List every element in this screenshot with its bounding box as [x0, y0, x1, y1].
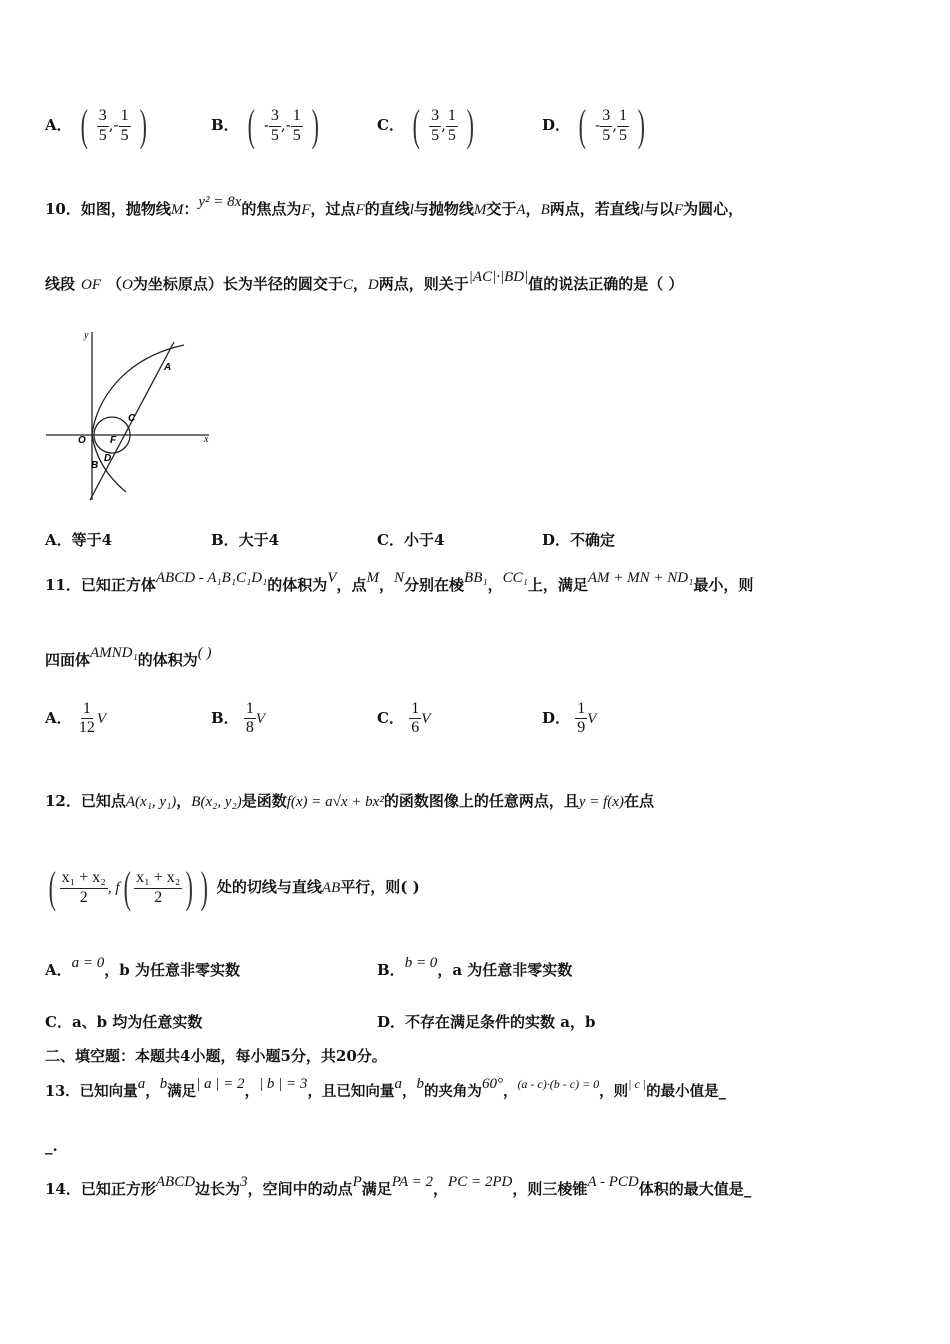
q11-option-d: D． $\frac{1}{9}$ V [542, 700, 597, 737]
fraction: $\frac{1}{9}$ [577, 700, 586, 737]
fraction: $\frac{1}{6}$ [411, 700, 420, 737]
q13-line1: 13．已知向量a，b满足| a | = 2，| b | = 3，且已知向量a，b的夹角为60°，$^{(a - c)\cdot(b - c) = 0}$，则$^{| c |}$的最小值是_ [45, 1076, 726, 1100]
option-letter: C． [377, 116, 404, 134]
q10-option-c: C．小于4 [377, 531, 445, 549]
f-label: F [110, 435, 117, 446]
fraction: $\frac{1}{5}$ [619, 107, 627, 144]
q10-line2: 线段 OF （O为坐标原点）长为半径的圆交于C，D两点，则关于|AC|·|BD|值的说法正确的是（ ） [45, 269, 684, 293]
parabola-upper [92, 345, 184, 435]
q11-option-c: C． $\frac{1}{6}$ V [377, 700, 431, 737]
x-label: x [204, 434, 209, 445]
fraction: $\frac{1}{5}$ [447, 107, 456, 144]
fraction: $\frac{\text{x₁ + x₂}}{2}$ [61, 869, 106, 906]
section-heading: 二、填空题：本题共4小题，每小题5分，共20分。 [45, 1047, 387, 1065]
fraction: $\frac{1}{5}$ [292, 107, 301, 144]
option-letter: D． [542, 116, 571, 134]
q10-line1: 10．如图，抛物线M：y² = 8x的焦点为F，过点F的直线l与抛物线M交于A，B两点，若直线l与以F为圆心， [45, 194, 744, 218]
q11-line2: 四面体AMND₁的体积为( ) [45, 645, 212, 669]
fraction: $\frac{1}{8}$ [245, 700, 254, 737]
q12-option-d: D．不存在满足条件的实数 a，b [377, 1013, 596, 1031]
a-label: A [164, 362, 172, 373]
parabola-figure [44, 320, 219, 505]
q12-option-a: A．a = 0，b 为任意非零实数 [45, 955, 240, 979]
q12-option-c: C．a、b 均为任意实数 [45, 1013, 203, 1031]
q14-line1: 14．已知正方形ABCD边长为3，空间中的动点P满足PA = 2，PC = 2PD，则三棱锥A - PCD体积的最大值是_ [45, 1174, 752, 1198]
q9-option-b: B． ( - $\frac{3}{5}$ ,- $\frac{1}{5}$ ) [211, 101, 319, 150]
fraction: $\frac{3}{5}$ [98, 107, 107, 144]
q11-option-a: A． $\frac{1}{12}$ V [45, 700, 107, 737]
q12-option-b: B．b = 0，a 为任意非零实数 [377, 955, 573, 979]
q13-line2: _. [45, 1137, 58, 1155]
q11-line1: 11．已知正方体ABCD - A₁B₁C₁D₁的体积为V，点M，N分别在棱BB₁，CC₁上，满足AM + MN + ND₁最小，则 [45, 570, 754, 594]
q11-option-b: B． $\frac{1}{8}$ V [211, 700, 266, 737]
q9-option-d: D． ( - $\frac{3}{5}$ , $\frac{1}{5}$ ) [542, 101, 646, 150]
q9-option-c: C． ( $\frac{3}{5}$ , $\frac{1}{5}$ ) [377, 101, 475, 150]
q10-option-d: D．不确定 [542, 531, 616, 549]
c-label: C [128, 413, 136, 424]
q10-option-b: B．大于4 [211, 531, 280, 549]
option-letter: A． [45, 116, 72, 134]
q9-option-a: A． ( $\frac{3}{5}$ ,- $\frac{1}{5}$ ) [45, 101, 147, 150]
fraction: $\frac{\text{x₁ + x₂}}{2}$ [136, 869, 181, 906]
fraction: $\frac{3}{5}$ [602, 107, 611, 144]
fraction: $\frac{1}{5}$ [120, 107, 129, 144]
d-label: D [104, 453, 112, 464]
fraction: $\frac{1}{12}$ [78, 700, 95, 737]
fraction: $\frac{3}{5}$ [270, 107, 279, 144]
o-label: O [78, 435, 86, 446]
q12-line2: ( $\frac{\text{x₁ + x₂}}{2}$ , f( $\frac{\text{x₁ + x₂}}{2}$ ) ) 处的切线与直线AB平行，则( ) [48, 863, 420, 912]
y-label: y [84, 330, 89, 341]
q12-line1: 12．已知点A(x₁, y₁)，B(x₂, y₂)是函数f(x) = a√x + bx²的函数图像上的任意两点，且y = f(x)在点 [45, 792, 654, 810]
option-letter: B． [211, 116, 239, 134]
q10-option-a: A．等于4 [45, 531, 113, 549]
fraction: $\frac{3}{5}$ [431, 107, 440, 144]
b-label: B [91, 460, 99, 471]
